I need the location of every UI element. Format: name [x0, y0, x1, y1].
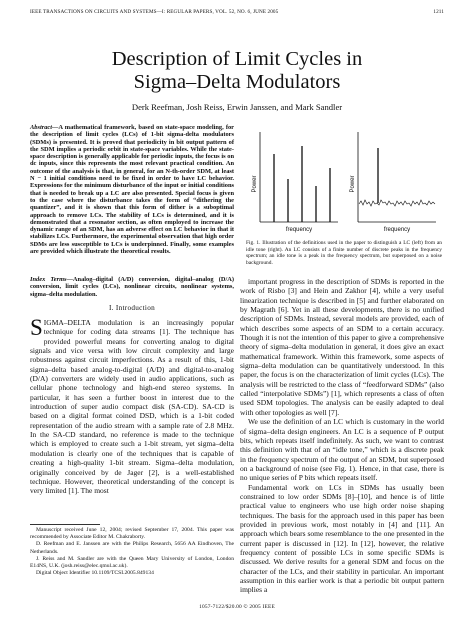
- drop-cap: S: [30, 315, 43, 340]
- page-number: 1211: [433, 9, 444, 15]
- introduction-text: IGMA–DELTA modulation is an increasingly popular technique for coding data streams [1]. The technique has provided powerful means for converting analog to digital signals and vice versa with low circuit complexity and large robustness against circuit imperfections. As a result of this, 1-bit sigma–delta based analog-to-digital (A/D) and digital-to-analog (D/A) converters are widely used in audio applications, such as cellular phone technology and high-end stereo systems. In particular, it has seen a further boost in interest due to the introduction of super audio compact disk (SA-CD). SA-CD is based on a digital format coined DSD, which is a 1-bit coded representation of the audio stream with a sample rate of 2.8 MHz. In the SA-CD standard, no reference is made to the technique which is employed to create such a 1-bit stream, yet sigma–delta modulation is clearly one of the techniques that is capable of creating a high-quality 1-bit stream. Sigma–delta modulation, originally conceived by de Jager [2], is a well-established technique. However, theoretical understanding of the concept is very limited [1]. The most: [30, 318, 234, 496]
- introduction-paragraph: [30, 315, 234, 496]
- figure-1-caption: Fig. 1. Illustration of the definitions used in the paper to distinguish a LC (left) from an idle tone (right). An LC consists of a finite number of discrete peaks in the frequency spectrum; an idle tone is a peak in the frequency spectrum, but superposed on a noise background.: [246, 240, 442, 266]
- body-paragraph-2: We use the definition of an LC which is customary in the world of sigma–delta design engineers. An LC is a sequence of P output bits, which repeats itself indefinitely. As such, we want to contrast this definition with that of an “idle tone,” which is a discrete peak in the frequency spectrum of the output of an SDM, but superposed on a background of noise (see Fig. 1). Hence, in that case, there is no unique series of P bits which repeats itself.: [240, 417, 444, 483]
- footnote-affiliation-philips: D. Reefman and E. Janssen are with the Philips Research, 5656 AA Eindhoven, The Netherlands.: [30, 541, 234, 555]
- right-noise-floor: [359, 200, 435, 206]
- body-paragraph-3: Fundamental work on LCs in SDMs has usually been constrained to low order SDMs [8]–[10], and hence is of little practical value to engineers who use high order noise shaping techniques. The basis for the approach used in this paper has been provided in previous work, most notably in [4] and [11]. An approach which bears some resemblance to the one presented in the current paper is discussed in [12]. In [12], however, the relative frequency content of possible LCs in some specific SDMs is discussed. We derive results for a general SDM and focus on the character of the LCs, and their stability in particular. An important assumption in this earlier work is that a periodic bit output pattern implies a: [240, 482, 444, 595]
- right-x-axis-label: frequency: [383, 227, 411, 233]
- index-terms-label: Index Terms—: [30, 276, 73, 283]
- title-line-2: Sigma–Delta Modulators: [133, 71, 341, 93]
- index-terms-text: Analog–digital (A/D) conversion, digital–analog (D/A) conversion, limit cycles (LCs), nonlinear circuits, nonlinear systems, sigma–delta modulation.: [30, 276, 234, 298]
- right-y-axis-label: Power: [350, 175, 356, 193]
- footnote-affiliation-qmul: J. Reiss and M. Sandler are with the Queen Mary University of London, London E14NS, U.K. (josh.reiss@elec.qmul.ac.uk).: [30, 555, 234, 570]
- footnote-divider: [30, 524, 100, 525]
- index-terms: [30, 276, 234, 298]
- copyright-footer: 1057-7122/$20.00 © 2005 IEEE: [199, 604, 275, 610]
- paper-title: [40, 48, 434, 94]
- abstract-text: A mathematical framework, based on state-space modeling, for the description of limit cycles (LCs) of 1-bit sigma-delta modulators (SDMs) is presented. It is proved that periodicity in bit output pattern of the SDM implies a periodic orbit in state-space variables. While the state-space description is generally applicable for periodic inputs, the focus is on dc inputs, since this represents the most relevant practical condition. An outcome of the analysis is that, in general, for an N-th-order SDM, at least N − 1 initial conditions need to be fixed in order to have LC behavior. Expressions for the minimum disturbance of the input or initial conditions that is needed to break up a LC are also presented. Special focus is given to the case where the disturbance takes the form of “dithering the quantizer”, and it is shown that this form of dither is a suboptimal approach to remove LCs. The stability of LCs is determined, and it is demonstrated that a resonator section, as often employed to increase the dynamic range of an SDM, has an adverse effect on LC behavior in that it stabilizes LCs. Furthermore, the experimental observation that high order SDMs are less susceptible to LCs is underpinned. Finally, some examples are provided which illustrate the theoretical results.: [30, 124, 234, 256]
- journal-running-title: IEEE TRANSACTIONS ON CIRCUITS AND SYSTEMS—I: REGULAR PAPERS, VOL. 52, NO. 6, JUNE 2005: [30, 9, 279, 15]
- abstract: [30, 124, 234, 255]
- right-panel-idle-tone: [350, 132, 436, 233]
- figure-1: [246, 124, 442, 236]
- abstract-label: Abstract—: [30, 124, 59, 131]
- footnote: [30, 527, 234, 577]
- title-line-1: Description of Limit Cycles in: [111, 48, 363, 70]
- left-y-axis-label: Power: [252, 175, 258, 193]
- figure-1-plots: [246, 124, 442, 236]
- left-x-axis-label: frequency: [285, 227, 313, 233]
- right-column-body: [240, 277, 444, 595]
- body-paragraph-1: important progress in the description of SDMs is reported in the work of Risbo [3] and Hein and Zakhor [4], while a very useful linearization technique is described in [5] and further elaborated on by Magrath [6]. Yet in all these developments, there is no unified description of SDMs. Instead, several models are provided, each of which describes some aspects of an SDM to a certain accuracy. Though it is not the intention of this paper to give a comprehensive theory of sigma–delta modulation in general, it does give an exact mathematical framework. Within this framework, some aspects of sigma–delta modulation can be quantitatively understood. In this paper, the focus is on the characterization of limit cycles (LCs). The analysis will be restricted to the class of “feedforward SDMs” (also called “interpolative SDMs”) [1], which represents a class of often used SDM topologies. The analysis can be easily adapted to deal with other topologies as well [7].: [240, 277, 444, 417]
- footnote-manuscript-dates: Manuscript received June 12, 2004; revised September 17, 2004. This paper was recommended by Associate Editor M. Chakraborty.: [30, 527, 234, 541]
- footnote-doi: Digital Object Identifier 10.1109/TCSI.2005.849134: [36, 570, 154, 577]
- running-head: [30, 9, 444, 15]
- author-list: Derk Reefman, Josh Reiss, Erwin Janssen, and Mark Sandler: [131, 102, 343, 112]
- section-heading-introduction: I. Introduction: [108, 304, 156, 312]
- left-panel-limit-cycle: [252, 132, 338, 233]
